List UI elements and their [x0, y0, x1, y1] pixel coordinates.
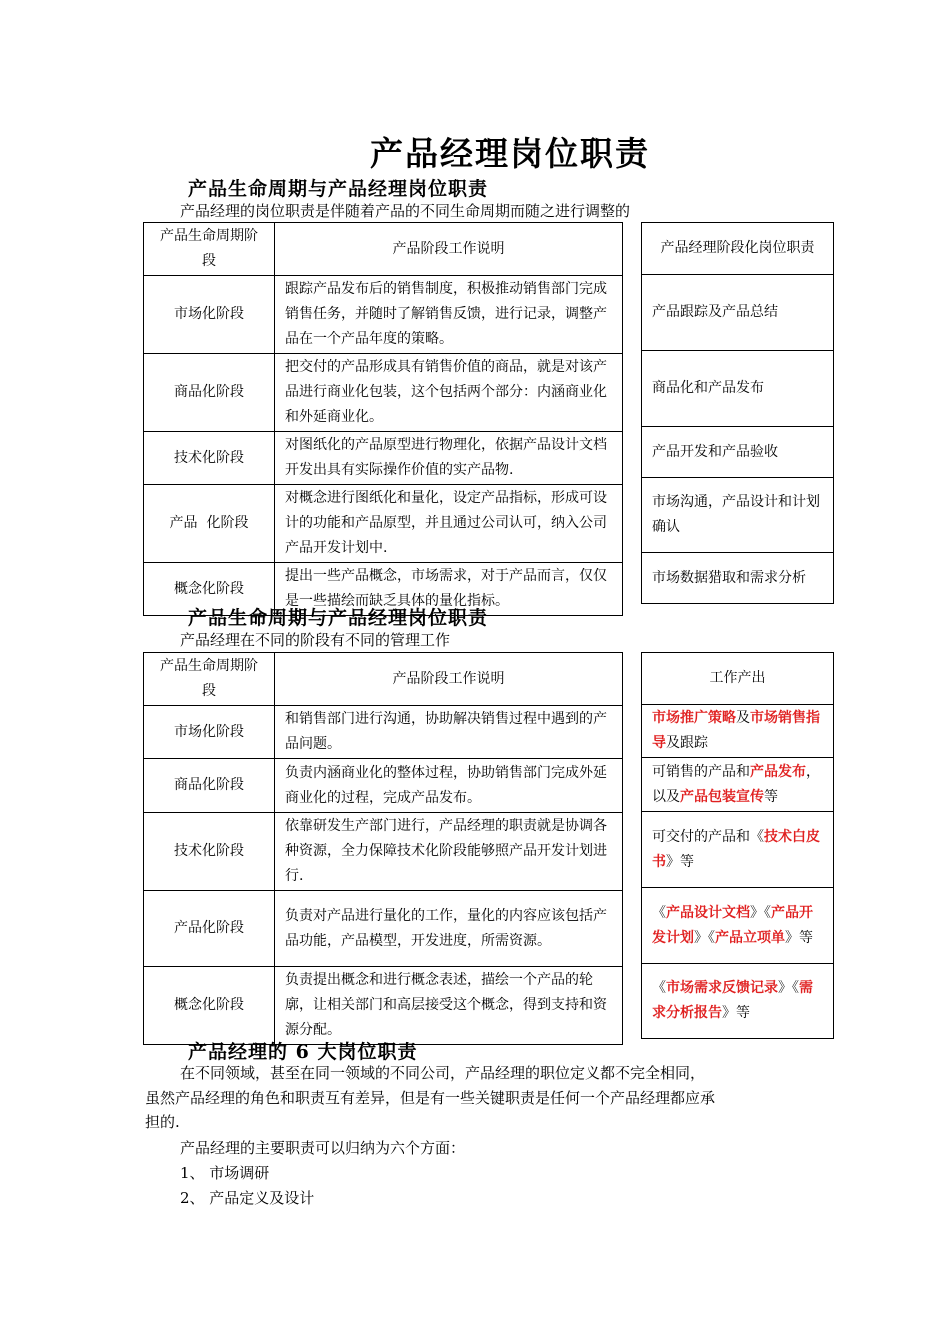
desc-cell: 依靠研发生产部门进行，产品经理的职责就是协调各种资源，全力保障技术化阶段能够照产品开发计划进行.	[275, 813, 623, 891]
output-text: 》《	[694, 929, 715, 946]
desc-cell: 和销售部门进行沟通，协助解决销售过程中遇到的产品问题。	[275, 706, 623, 759]
table2-header-output: 工作产出	[642, 653, 834, 705]
table1-header-stage: 产品生命周期阶段	[144, 223, 275, 276]
stage-cell: 技术化阶段	[144, 432, 275, 485]
stage-cell: 技术化阶段	[144, 813, 275, 891]
output-text: ，以及	[652, 763, 820, 805]
duty-cell: 产品跟踪及产品总结	[642, 275, 834, 351]
highlight-text: 产品包装宣传	[680, 788, 764, 805]
section3-heading: 产品经理的 6 大岗位职责	[188, 1041, 418, 1063]
stage-cell: 产品 化阶段	[144, 485, 275, 563]
table2-right	[641, 652, 834, 1039]
output-text: 可交付的产品和《	[652, 828, 764, 845]
table2-left	[143, 652, 623, 1045]
section3-para3: 担的.	[145, 1113, 180, 1131]
highlight-text: 市场推广策略	[652, 710, 736, 726]
section3-para1: 在不同领域，甚至在同一领域的不同公司，产品经理的职位定义都不完全相同，	[180, 1064, 706, 1082]
stage-cell: 市场化阶段	[144, 706, 275, 759]
stage-cell: 商品化阶段	[144, 354, 275, 432]
table2-header-stage: 产品生命周期阶段	[144, 653, 275, 706]
output-text: 《	[652, 904, 666, 921]
duty-cell: 产品开发和产品验收	[642, 427, 834, 478]
stage-cell: 产品化阶段	[144, 891, 275, 967]
output-text: 及	[736, 710, 750, 726]
table1-row	[144, 432, 623, 485]
desc-cell: 把交付的产品形成具有销售价值的商品，就是对该产品进行商业化包装，这个包括两个部分：内涵商业化和外延商业化。	[275, 354, 623, 432]
desc-cell: 对概念进行图纸化和量化，设定产品指标，形成可设计的功能和产品原型，并且通过公司认可，纳入公司产品开发计划中.	[275, 485, 623, 563]
output-cell	[642, 758, 834, 812]
stage-cell: 概念化阶段	[144, 563, 275, 616]
duty-cell: 商品化和产品发布	[642, 351, 834, 427]
highlight-text: 需求分析报告	[652, 980, 813, 1021]
desc-cell: 负责内涵商业化的整体过程，协助销售部门完成外延商业化的过程，完成产品发布。	[275, 759, 623, 813]
table2-row	[144, 891, 623, 967]
duty-list-item: 2、 产品定义及设计	[180, 1189, 315, 1207]
stage-cell: 商品化阶段	[144, 759, 275, 813]
page-title: 产品经理岗位职责	[370, 134, 650, 173]
desc-cell: 负责对产品进行量化的工作，量化的内容应该包括产品功能，产品模型，开发进度，所需资源。	[275, 891, 623, 967]
output-text: 》等	[722, 1005, 750, 1021]
table2-row	[144, 967, 623, 1045]
desc-cell: 对图纸化的产品原型进行物理化，依据产品设计文档开发出具有实际操作价值的实产品物.	[275, 432, 623, 485]
table2-header-desc: 产品阶段工作说明	[275, 653, 623, 706]
stage-cell: 概念化阶段	[144, 967, 275, 1045]
section2-heading: 产品生命周期与产品经理岗位职责	[188, 607, 489, 629]
table1-header-duty: 产品经理阶段化岗位职责	[642, 223, 834, 275]
duty-list-item: 1、 市场调研	[180, 1164, 270, 1182]
output-text: 》等	[785, 929, 813, 946]
stage-cell: 市场化阶段	[144, 276, 275, 354]
table1-row	[144, 485, 623, 563]
output-text: 等	[764, 788, 778, 805]
table2-row	[144, 759, 623, 813]
highlight-text: 产品发布	[750, 763, 806, 780]
output-text: 》《	[778, 980, 799, 996]
output-cell	[642, 705, 834, 758]
table1-left	[143, 222, 623, 616]
table1-row	[144, 276, 623, 354]
highlight-text: 产品设计文档	[666, 904, 750, 921]
desc-cell: 负责提出概念和进行概念表述，描绘一个产品的轮廓，让相关部门和高层接受这个概念，得到支持和资源分配。	[275, 967, 623, 1045]
table2-row	[144, 813, 623, 891]
table1-row	[144, 354, 623, 432]
highlight-text: 市场销售指导	[652, 710, 820, 751]
highlight-text: 产品立项单	[715, 929, 785, 946]
table2-row	[144, 706, 623, 759]
desc-cell: 提出一些产品概念，市场需求，对于产品而言，仅仅是一些描绘而缺乏具体的量化指标。	[275, 563, 623, 616]
output-text: 及跟踪	[666, 735, 708, 751]
output-text: 》等	[666, 853, 694, 870]
output-text: 》《	[750, 904, 771, 921]
output-cell	[642, 964, 834, 1039]
highlight-text: 产品开发计划	[652, 904, 813, 946]
highlight-text: 技术白皮书	[652, 828, 820, 870]
table1-header-desc: 产品阶段工作说明	[275, 223, 623, 276]
section2-intro: 产品经理在不同的阶段有不同的管理工作	[180, 631, 451, 649]
section3-para2: 虽然产品经理的角色和职责互有差异，但是有一些关键职责是任何一个产品经理都应承	[145, 1089, 716, 1107]
duty-cell: 市场沟通，产品设计和计划确认	[642, 478, 834, 553]
table1-right	[641, 222, 834, 604]
duty-cell: 市场数据猎取和需求分析	[642, 553, 834, 604]
output-cell	[642, 812, 834, 888]
section1-intro: 产品经理的岗位职责是伴随着产品的不同生命周期而随之进行调整的	[180, 202, 631, 220]
desc-cell: 跟踪产品发布后的销售制度，积极推动销售部门完成销售任务，并随时了解销售反馈，进行记录，调整产品在一个产品年度的策略。	[275, 276, 623, 354]
output-cell	[642, 888, 834, 964]
section1-heading: 产品生命周期与产品经理岗位职责	[188, 178, 489, 200]
output-text: 可销售的产品和	[652, 763, 750, 780]
highlight-text: 市场需求反馈记录	[666, 980, 778, 996]
output-text: 《	[652, 980, 666, 996]
section3-para4: 产品经理的主要职责可以归纳为六个方面：	[180, 1139, 466, 1157]
